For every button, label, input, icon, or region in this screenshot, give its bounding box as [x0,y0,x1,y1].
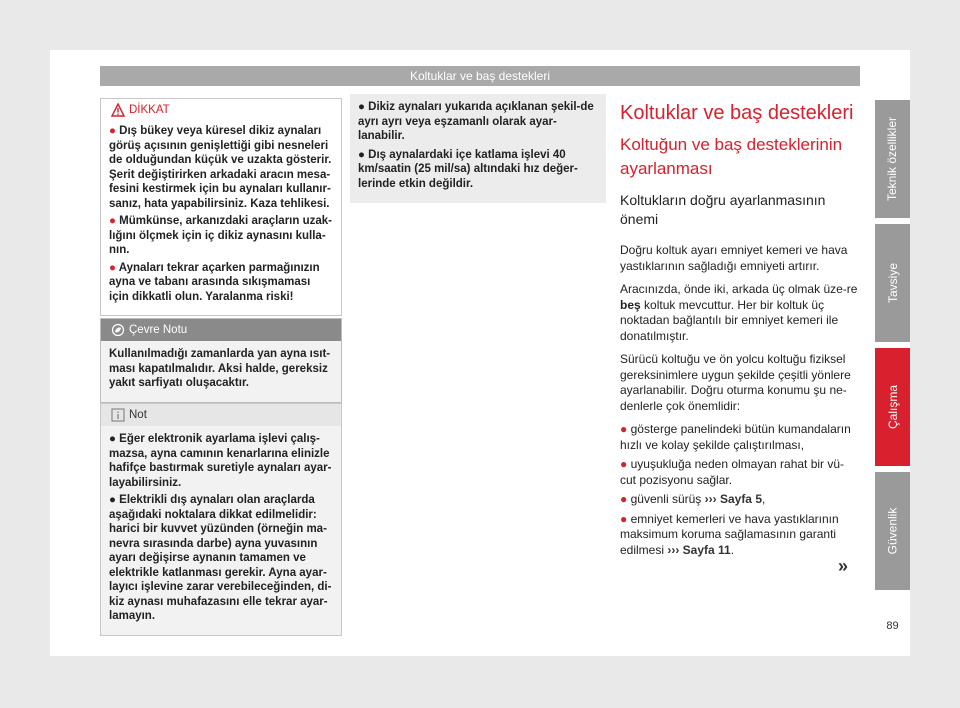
bullet-dot: ● [620,492,628,506]
environment-note-header [101,319,341,341]
warning-bullet [109,214,333,258]
info-icon [111,408,125,422]
note-bullet: ● Elektrikli dış aynaları olan araçlarda aşağıdaki noktalara dikkat edilmelidir: harici bir kuvvet yüzünden (örneğin ma-nevra sırasında darbe) ayna yuvasının ayarı değişirse aynanın tamamen ve elektrikle katlanması gerekir. Ayna ayar-layıcı işlevine zarar verebileceğinden, di-kiz aynası muhafazasını elle tekrar ayar-lamayın. [109,494,332,622]
warning-title: DİKKAT [129,104,170,116]
bullet-dot: ● [109,261,116,274]
continuation-bullet: ● Dikiz aynaları yukarıda açıklanan şekil-de ayrı ayrı veya eşzamanlı olarak ayar-lanabilir. [358,101,594,142]
page-header-title: Koltuklar ve baş destekleri [100,66,860,86]
warning-bullet [109,261,333,305]
paragraph-1: Doğru koltuk ayarı emniyet kemeri ve hava yastıklarının sağladığı emniyeti artırır. [620,243,848,273]
bullet-dot: ● [620,511,628,526]
paragraph-3: Sürücü koltuğu ve ön yolcu koltuğu fiziksel gereksinimlere uygun şekilde çeşitli yönlere ayarlanabilir. Doğru oturma konumu şu ne-denlerle çok önemlidir: [620,352,851,413]
continuation-text: Dış aynalardaki içe katlama işlevi 40 km/saatin (25 mil/sa) altındaki hız değer-lerinde etkin değildir. [358,148,578,190]
environment-note-text: Kullanılmadığı zamanlarda yan ayna ısıt-ması kapatılmalıdır. Aksi halde, gereksiz yakıt sarfiyatı oluşacaktır. [109,348,331,389]
note-header [101,404,341,426]
tab-label: Tavsiye [885,262,900,304]
note-content [101,426,341,635]
warning-bullet [109,124,333,211]
note-box [100,403,342,636]
tab-label: Çalışma [885,384,900,430]
list-item [620,512,860,559]
continuation-text: Dikiz aynaları yukarıda açıklanan şekil-de ayrı ayrı veya eşzamanlı olarak ayar-lanabilir. [358,101,594,142]
tab-label: Teknik özellikler [885,116,900,202]
warning-text: Dış bükey veya küresel dikiz aynaları görüş açısının genişlettiği gibi nesneleri de olduğundan küçük ve uzakta gösterir. Şerit değiştirirken arkadaki aracın mesa-fesini kestirmek için bu aynaları kullanır-sanız, hata yapabilirsiniz. Kaza tehlikesi. [109,125,332,210]
warning-box [100,98,342,316]
main-content [620,94,860,566]
warning-text: Aynaları tekrar açarken parmağınızın ayna ve tabanı arasında sıkışmaması için dikkatli olun. Yaralanma riski! [109,261,320,303]
note-text: Elektrikli dış aynaları olan araçlarda aşağıdaki noktalara dikkat edilmelidir: harici bir kuvvet yüzünden (örneğin ma-nevra sırasında darbe) ayna yuvasının ayarı değişirse aynanın tamamen ve elektrikle katlanması gerekir. Ayna ayar-layıcı işlevine zarar verebileceğinden, di-kiz aynası muhafazasını elle tekrar ayar-lamayın. [109,494,332,622]
warning-triangle-icon [111,103,125,117]
list-item-text: uyuşukluğa neden olmayan rahat bir vü-cut pozisyonu sağlar. [620,457,845,487]
environment-note-box [100,318,342,403]
warning-content [101,121,341,315]
paragraph-2-text: koltuk mevcuttur. Her bir koltuk üç noktadan bağlantılı bir emniyet kemeri ile donatılmıştır. [620,297,839,343]
list-item-text: . [730,542,735,557]
leaf-icon [111,323,125,337]
bullet-dot: ● [109,125,116,137]
list-item [620,492,860,508]
continuation-bullet: ● Dış aynalardaki içe katlama işlevi 40 km/saatin (25 mil/sa) altındaki hız değer-lerinde etkin değildir. [358,148,578,190]
list-item [620,422,860,453]
section-heading: Koltuklar ve baş destekleri [620,102,854,124]
note-text: Eğer elektronik ayarlama işlevi çalış-mazsa, ayna camının kenarlarına elinizle hafifçe bastırmak suretiyle aynaları ayar-layabilirsiniz. [109,433,332,489]
page-link[interactable]: ››› Sayfa 5 [704,492,762,506]
warning-text: Mümkünse, arkanızdaki araçların uzak-lığını ölçmek için iç dikiz aynasını kulla-nın. [109,215,332,256]
tab-tavsiye[interactable] [875,224,910,342]
continue-arrow-icon: » [838,556,849,576]
warning-header [101,99,341,121]
list-item-text: gösterge panelindeki bütün kumandaların hızlı ve kolay şekilde çalıştırılması, [620,422,851,452]
note-continuation-box [350,94,606,203]
tab-label: Güvenlik [885,507,900,555]
paragraph-2-bold: beş [620,297,641,312]
topic-heading: Koltukların doğru ayarlanmasının önemi [620,192,826,227]
bullet-dot: ● [109,215,116,227]
tab-teknik-ozellikler[interactable] [875,100,910,218]
list-item-text: emniyet kemerleri ve hava yastıklarının maksimum koruma sağlamasının garanti edilmesi [620,511,839,557]
tab-calisma[interactable] [875,348,910,466]
note-bullet: ● Eğer elektronik ayarlama işlevi çalış-mazsa, ayna camının kenarlarına elinizle hafifçe bastırmak suretiyle aynaları ayar-layabilirsiniz. [109,433,332,489]
list-item [620,457,860,488]
list-item-text: güvenli sürüş [630,492,705,506]
paragraph-2-text: Aracınızda, önde iki, arkada üç olmak üze-re [620,282,858,296]
page-link[interactable]: ››› Sayfa 11 [667,542,731,557]
tab-guvenlik[interactable] [875,472,910,590]
page-number: 89 [886,620,899,632]
bullet-dot: ● [620,422,628,436]
note-title: Not [129,409,147,421]
bullet-dot: ● [620,457,628,471]
subsection-heading: Koltuğun ve baş desteklerinin ayarlanması [620,135,843,178]
paragraph-2 [620,282,860,344]
environment-note-title: Çevre Notu [129,324,188,336]
list-item-text: , [762,492,766,506]
environment-note-content [101,341,341,402]
